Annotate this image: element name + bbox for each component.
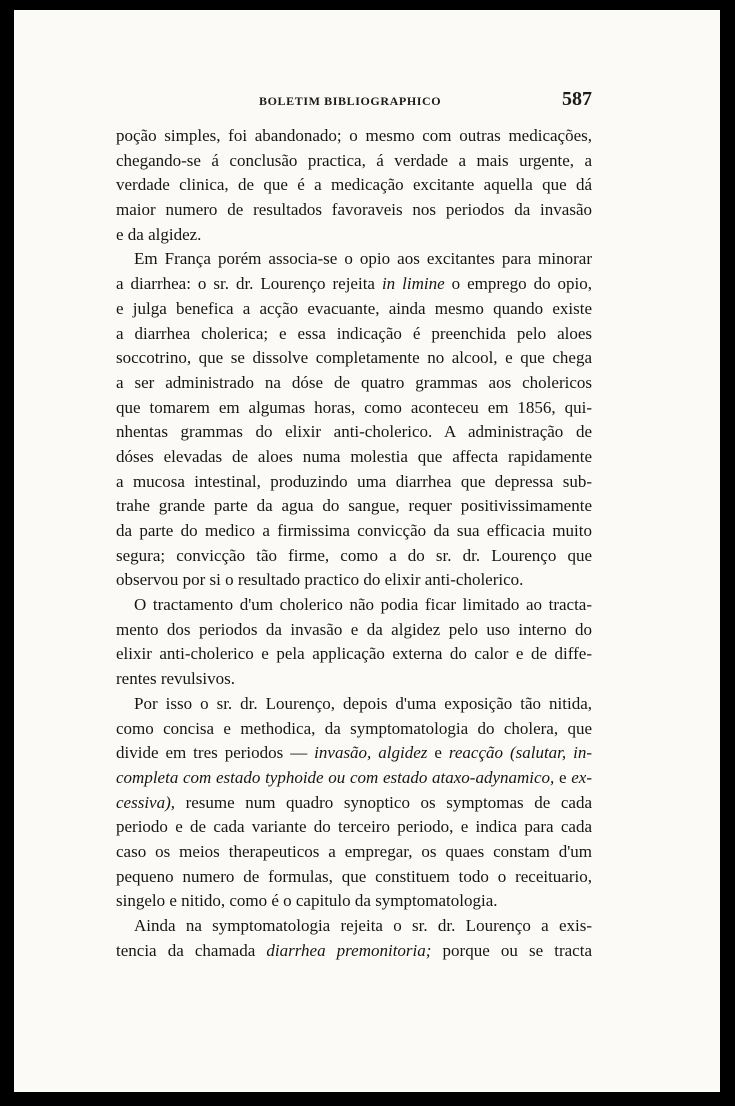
text-line <box>116 322 592 347</box>
text-line <box>116 667 592 692</box>
text-line <box>116 692 592 717</box>
text-line <box>116 445 592 470</box>
text-line <box>116 618 592 643</box>
text-line <box>116 198 592 223</box>
text-run: Por isso o sr. dr. Lourenço, depois d'uma exposição tão nitida, <box>134 693 592 713</box>
text-line <box>116 173 592 198</box>
book-page <box>14 10 720 1092</box>
text-run: Em França porém associa-se o opio aos excitantes para minorar <box>134 249 592 269</box>
text-run: periodo e de cada variante do terceiro periodo, e indica para cada <box>116 817 592 837</box>
page-header <box>116 90 592 116</box>
text-run: maior numero de resultados favoraveis nos periodos da invasão <box>116 200 592 220</box>
italic-phrase: cessiva), <box>116 792 176 812</box>
text-run: e da algidez. <box>116 224 202 244</box>
text-line <box>116 568 592 593</box>
text-run: verdade clinica, de que é a medicação excitante aquella que dá <box>116 175 592 195</box>
text-line <box>116 470 592 495</box>
page-number: 587 <box>562 88 592 110</box>
text-line <box>116 396 592 421</box>
text-run: e <box>559 767 567 787</box>
text-line <box>116 420 592 445</box>
text-line <box>116 124 592 149</box>
text-line <box>116 791 592 816</box>
text-run: tencia da chamada <box>116 940 256 960</box>
text-run: segura; convicção tão firme, como a do sr. dr. Lourenço que <box>116 545 592 565</box>
text-run: mento dos periodos da invasão e da algidez pelo uso interno do <box>116 619 592 639</box>
text-run: elixir anti-cholerico e pela applicação externa do calor e de diffe- <box>116 644 592 664</box>
italic-phrase: in limine <box>381 274 445 294</box>
text-line <box>116 149 592 174</box>
text-run: trahe grande parte da agua do sangue, requer positivissimamente <box>116 496 592 516</box>
text-run: a diarrhea cholerica; e essa indicação é preenchida pelo aloes <box>116 323 592 343</box>
text-run: porque ou se tracta <box>442 940 592 960</box>
text-line <box>116 593 592 618</box>
text-line <box>116 519 592 544</box>
text-run: Ainda na symptomatologia rejeita o sr. dr. Lourenço a exis- <box>134 916 592 935</box>
text-run: soccotrino, que se dissolve completamente no alcool, e que chega <box>116 348 592 368</box>
text-run: pequeno numero de formulas, que constituem todo o receituario, <box>116 866 592 886</box>
italic-phrase: ex- <box>571 767 592 787</box>
text-line <box>116 815 592 840</box>
text-run: o emprego do opio, <box>451 274 593 294</box>
text-run: a mucosa intestinal, produzindo uma diarrhea que depressa sub- <box>116 471 592 491</box>
body-text <box>116 124 592 963</box>
text-run: e <box>434 743 442 763</box>
text-line <box>116 272 592 297</box>
text-run: rentes revulsivos. <box>116 669 235 689</box>
text-run: divide em tres periodos — <box>116 743 308 763</box>
running-title: BOLETIM BIBLIOGRAPHICO <box>259 94 442 108</box>
italic-phrase: diarrhea premonitoria; <box>266 940 432 960</box>
italic-phrase: invasão, algidez <box>314 743 428 763</box>
text-run: O tractamento d'um cholerico não podia ficar limitado ao tracta- <box>134 595 592 615</box>
text-run: que tomarem em algumas horas, como aconteceu em 1856, qui- <box>116 397 592 417</box>
text-line <box>116 223 592 248</box>
text-line <box>116 840 592 865</box>
text-line <box>116 371 592 396</box>
text-line <box>116 741 592 766</box>
text-line <box>116 914 592 939</box>
text-line <box>116 889 592 914</box>
text-line <box>116 717 592 742</box>
text-run: como concisa e methodica, da symptomatologia do cholera, que <box>116 718 592 738</box>
text-line <box>116 247 592 272</box>
text-run: da parte do medico a firmissima convicção da sua efficacia muito <box>116 521 592 540</box>
text-line <box>116 544 592 569</box>
text-run: a diarrhea: o sr. dr. Lourenço rejeita <box>116 274 375 294</box>
text-run: resume num quadro synoptico os symptomas de cada <box>185 792 592 812</box>
text-run: observou por si o resultado practico do elixir anti-cholerico. <box>116 570 524 590</box>
text-line <box>116 642 592 667</box>
text-run: e julga benefica a acção evacuante, ainda mesmo quando existe <box>116 298 592 318</box>
text-line <box>116 766 592 791</box>
text-line <box>116 346 592 371</box>
text-run: caso os meios therapeuticos a empregar, os quaes constam d'um <box>116 841 592 861</box>
text-run: poção simples, foi abandonado; o mesmo com outras medicações, <box>116 126 592 145</box>
italic-phrase: reacção (salutar, in- <box>448 743 593 763</box>
text-run: singelo e nitido, como é o capitulo da symptomatologia. <box>116 891 498 911</box>
text-line <box>116 865 592 890</box>
italic-phrase: completa com estado typhoide ou com estado ataxo-adynamico, <box>116 767 555 787</box>
text-line <box>116 297 592 322</box>
text-run: chegando-se á conclusão practica, á verdade a mais urgente, a <box>116 150 592 170</box>
text-run: a ser administrado na dóse de quatro grammas aos cholericos <box>116 372 592 392</box>
text-run: nhentas grammas do elixir anti-cholerico. A administração de <box>116 422 592 442</box>
text-line <box>116 494 592 519</box>
text-line <box>116 939 592 964</box>
text-run: dóses elevadas de aloes numa molestia que affecta rapidamente <box>116 446 592 466</box>
